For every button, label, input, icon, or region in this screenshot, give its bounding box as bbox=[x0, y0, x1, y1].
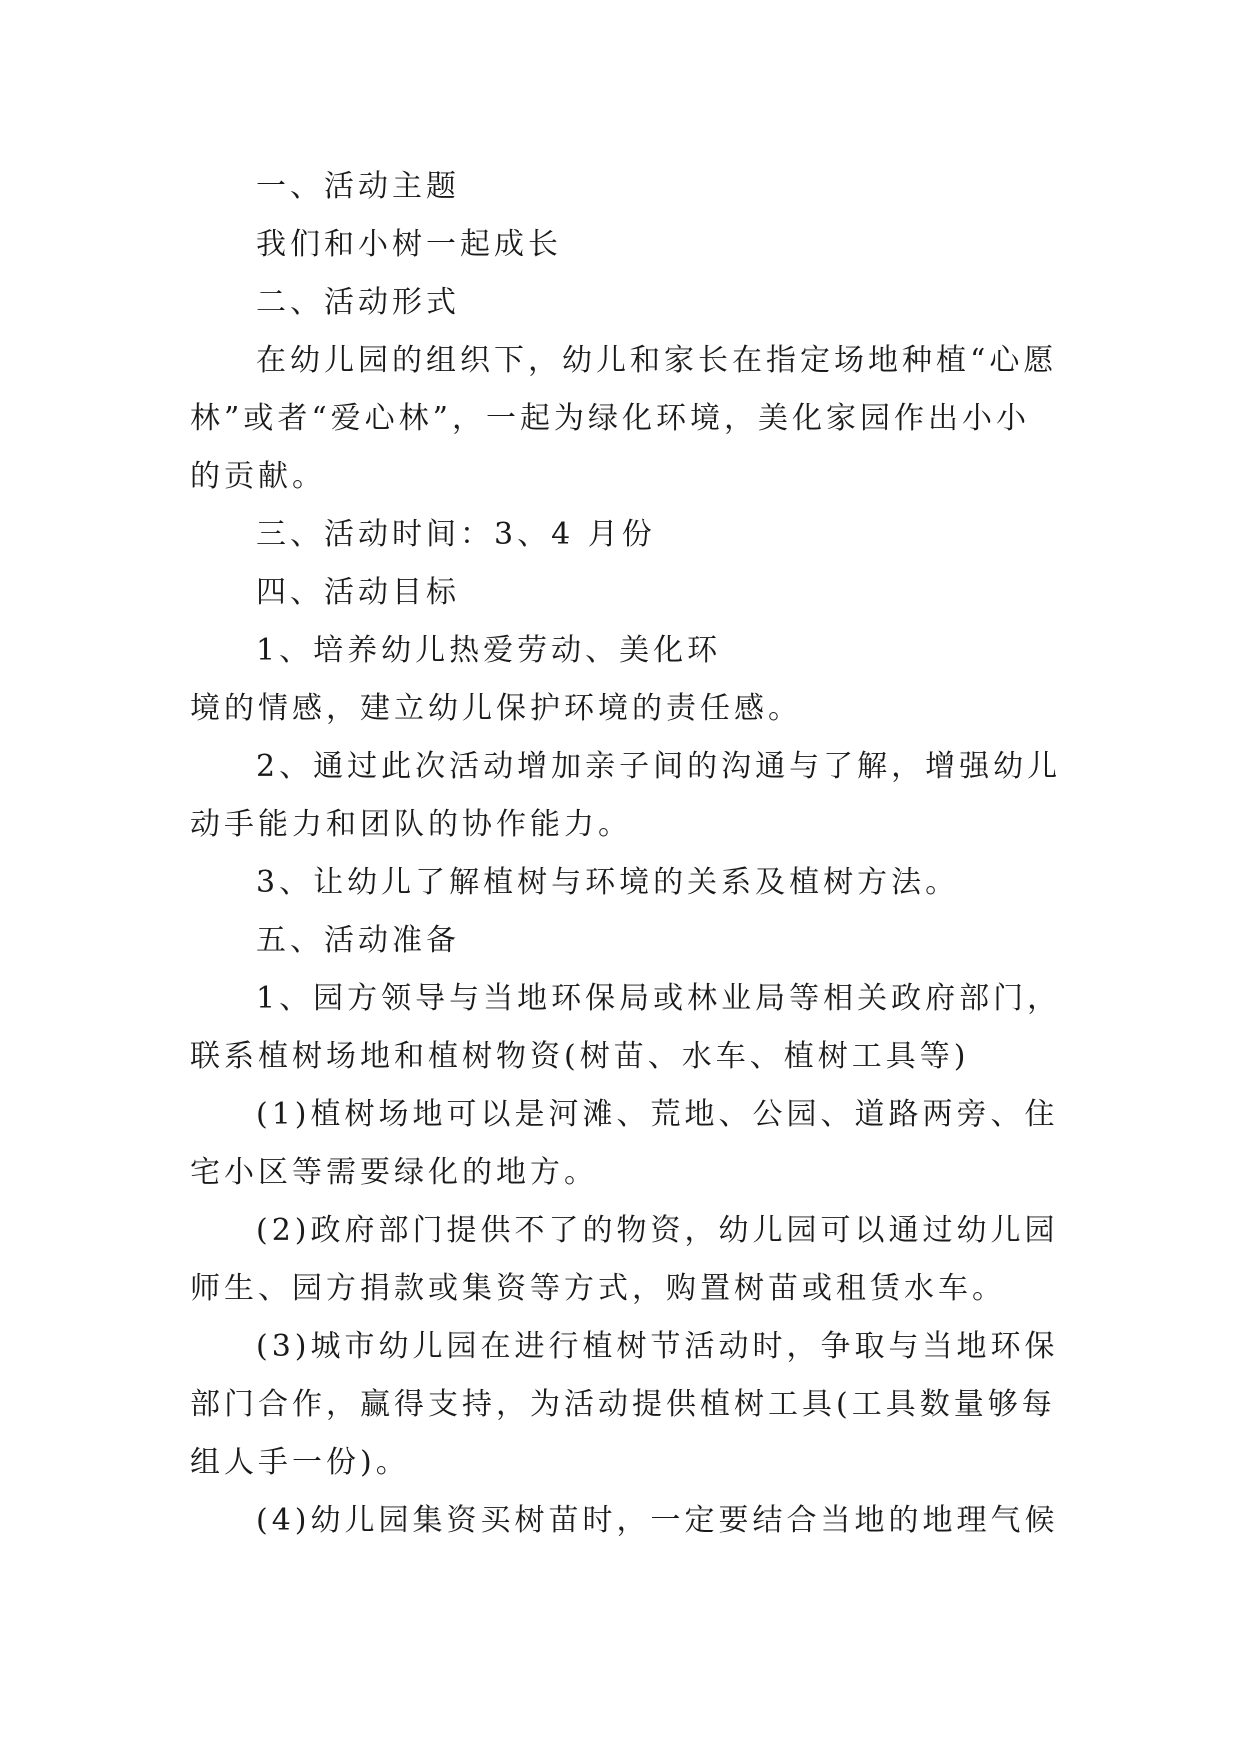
document-page bbox=[190, 158, 1062, 1550]
goal-3-line: 3、让幼儿了解植树与环境的关系及植树方法。 bbox=[256, 865, 960, 900]
prep-sub-2-line: (2)政府部门提供不了的物资，幼儿园可以通过幼儿园 bbox=[256, 1213, 1059, 1248]
prep-sub-3-line: 组人手一份)。 bbox=[190, 1445, 410, 1480]
paragraph-line: 在幼儿园的组织下，幼儿和家长在指定场地种植“心愿 bbox=[256, 343, 1058, 378]
prep-sub-2-line: 师生、园方捐款或集资等方式，购置树苗或租赁水车。 bbox=[190, 1271, 1006, 1306]
heading-activity-goals: 四、活动目标 bbox=[256, 575, 460, 610]
prep-sub-1-line: 宅小区等需要绿化的地方。 bbox=[190, 1155, 598, 1190]
theme-text: 我们和小树一起成长 bbox=[256, 227, 562, 262]
goal-1-line: 1、培养幼儿热爱劳动、美化环 bbox=[256, 633, 722, 668]
paragraph-line: 林”或者“爱心林”，一起为绿化环境，美化家园作出小小 bbox=[190, 401, 1031, 436]
prep-1-line: 1、园方领导与当地环保局或林业局等相关政府部门， bbox=[256, 981, 1062, 1016]
prep-sub-4-line: (4)幼儿园集资买树苗时，一定要结合当地的地理气候 bbox=[256, 1503, 1059, 1538]
heading-activity-theme: 一、活动主题 bbox=[256, 169, 460, 204]
heading-activity-preparation: 五、活动准备 bbox=[256, 923, 460, 958]
heading-activity-time: 三、活动时间：3、4 月份 bbox=[256, 517, 656, 552]
prep-1-line: 联系植树场地和植树物资(树苗、水车、植树工具等) bbox=[190, 1039, 970, 1074]
prep-sub-1-line: (1)植树场地可以是河滩、荒地、公园、道路两旁、住 bbox=[256, 1097, 1059, 1132]
prep-sub-3-line: (3)城市幼儿园在进行植树节活动时，争取与当地环保 bbox=[256, 1329, 1059, 1364]
goal-1-continuation: 境的情感，建立幼儿保护环境的责任感。 bbox=[190, 691, 802, 726]
goal-2-line: 2、通过此次活动增加亲子间的沟通与了解，增强幼儿 bbox=[256, 749, 1062, 784]
goal-2-line: 动手能力和团队的协作能力。 bbox=[190, 807, 632, 842]
heading-activity-form: 二、活动形式 bbox=[256, 285, 460, 320]
prep-sub-3-line: 部门合作，赢得支持，为活动提供植树工具(工具数量够每 bbox=[190, 1387, 1056, 1422]
paragraph-line: 的贡献。 bbox=[190, 459, 326, 494]
